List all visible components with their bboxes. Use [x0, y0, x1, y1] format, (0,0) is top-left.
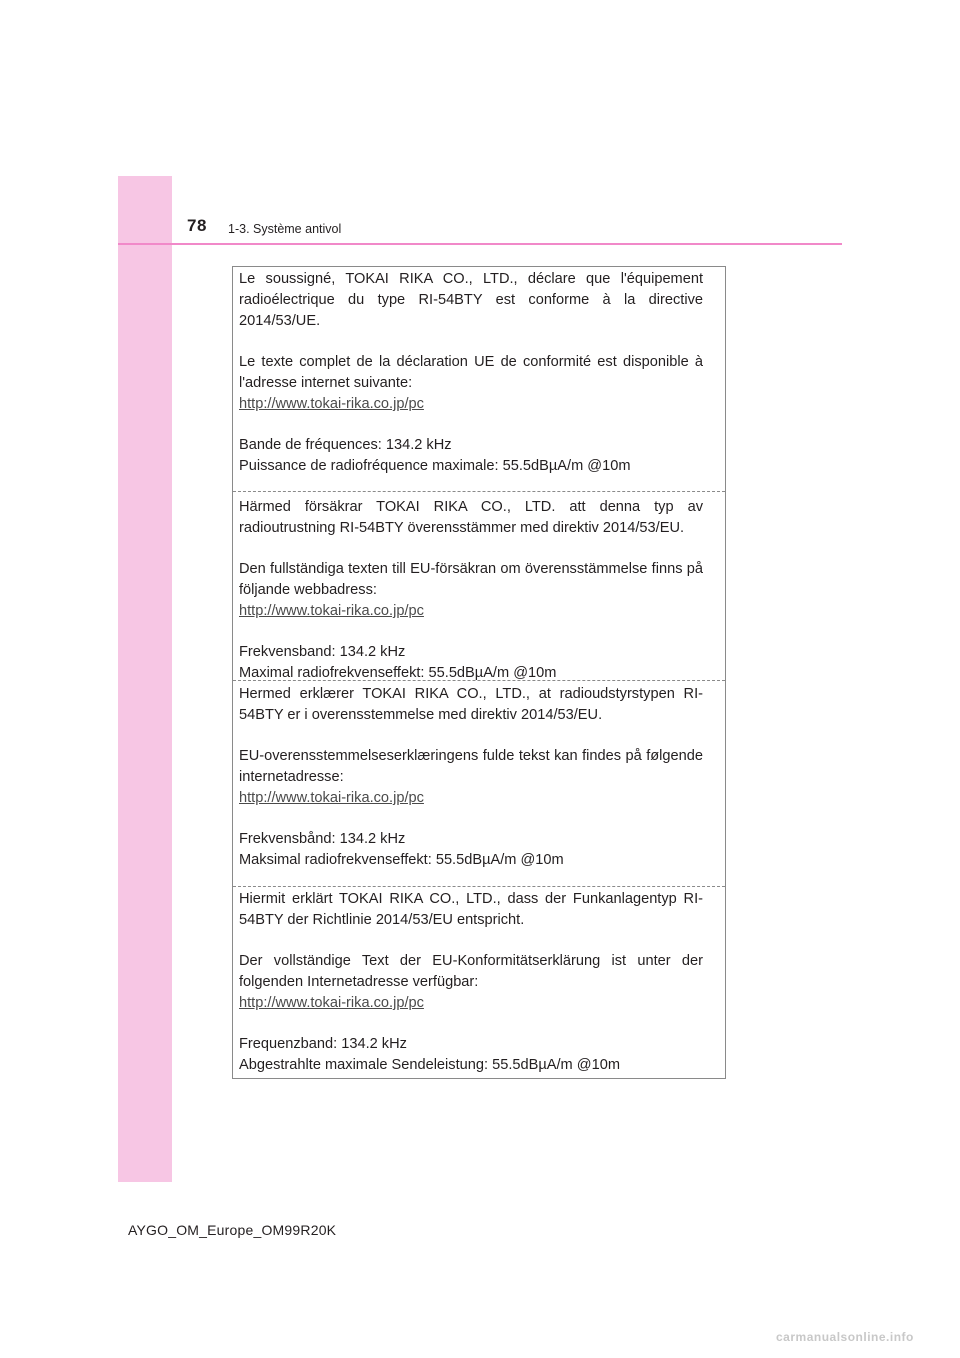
frequency-band: Frequenzband: 134.2 kHz [239, 1036, 407, 1052]
max-power: Puissance de radiofréquence maximale: 55.5dBµA/m @10m [239, 458, 631, 474]
declaration-url-link[interactable]: http://www.tokai-rika.co.jp/pc [239, 603, 424, 619]
declaration-url-link[interactable]: http://www.tokai-rika.co.jp/pc [239, 396, 424, 412]
declaration-german [233, 886, 725, 1076]
declaration-url-link[interactable]: http://www.tokai-rika.co.jp/pc [239, 995, 424, 1011]
side-tab-strip [118, 176, 172, 1182]
footer-document-id: AYGO_OM_Europe_OM99R20K [128, 1222, 337, 1238]
declaration-french [233, 269, 725, 477]
header-rule [118, 243, 842, 245]
declaration-swedish [233, 491, 725, 684]
declaration-text-availability: Der vollständige Text der EU-Konformitätserklärung ist unter der folgenden Internetadresse verfügbar: [239, 953, 703, 990]
declaration-statement: Le soussigné, TOKAI RIKA CO., LTD., déclare que l'équipement radioélectrique du type RI-54BTY est conforme à la directive 2014/53/UE. [239, 271, 703, 329]
page-number: 78 [187, 216, 207, 235]
declaration-text-availability: Den fullständiga texten till EU-försäkran om överensstämmelse finns på följande webbadress: [239, 561, 703, 598]
section-title: 1-3. Système antivol [228, 222, 342, 236]
declaration-text-availability: EU-overensstemmelseserklæringens fulde tekst kan findes på følgende internetadresse: [239, 748, 703, 785]
frequency-band: Frekvensband: 134.2 kHz [239, 644, 406, 660]
declaration-statement: Hermed erklærer TOKAI RIKA CO., LTD., at radioudstyrstypen RI-54BTY er i overensstemmelse med direktiv 2014/53/EU. [239, 686, 703, 723]
declaration-url-link[interactable]: http://www.tokai-rika.co.jp/pc [239, 790, 424, 806]
declaration-danish [233, 680, 725, 871]
declaration-text-availability: Le texte complet de la déclaration UE de conformité est disponible à l'adresse internet suivante: [239, 354, 703, 391]
watermark: carmanualsonline.info [776, 1330, 914, 1344]
max-power: Abgestrahlte maximale Sendeleistung: 55.5dBµA/m @10m [239, 1057, 620, 1073]
declaration-statement: Härmed försäkrar TOKAI RIKA CO., LTD. att denna typ av radioutrustning RI-54BTY överensstämmer med direktiv 2014/53/EU. [239, 499, 703, 536]
declaration-box [232, 266, 726, 1079]
declaration-statement: Hiermit erklärt TOKAI RIKA CO., LTD., dass der Funkanlagentyp RI-54BTY der Richtlinie 2014/53/EU entspricht. [239, 891, 703, 928]
max-power: Maksimal radiofrekvenseffekt: 55.5dBµA/m @10m [239, 852, 564, 868]
frequency-band: Bande de fréquences: 134.2 kHz [239, 437, 452, 453]
max-power: Maximal radiofrekvenseffekt: 55.5dBµA/m @10m [239, 665, 557, 681]
frequency-band: Frekvensbånd: 134.2 kHz [239, 831, 406, 847]
